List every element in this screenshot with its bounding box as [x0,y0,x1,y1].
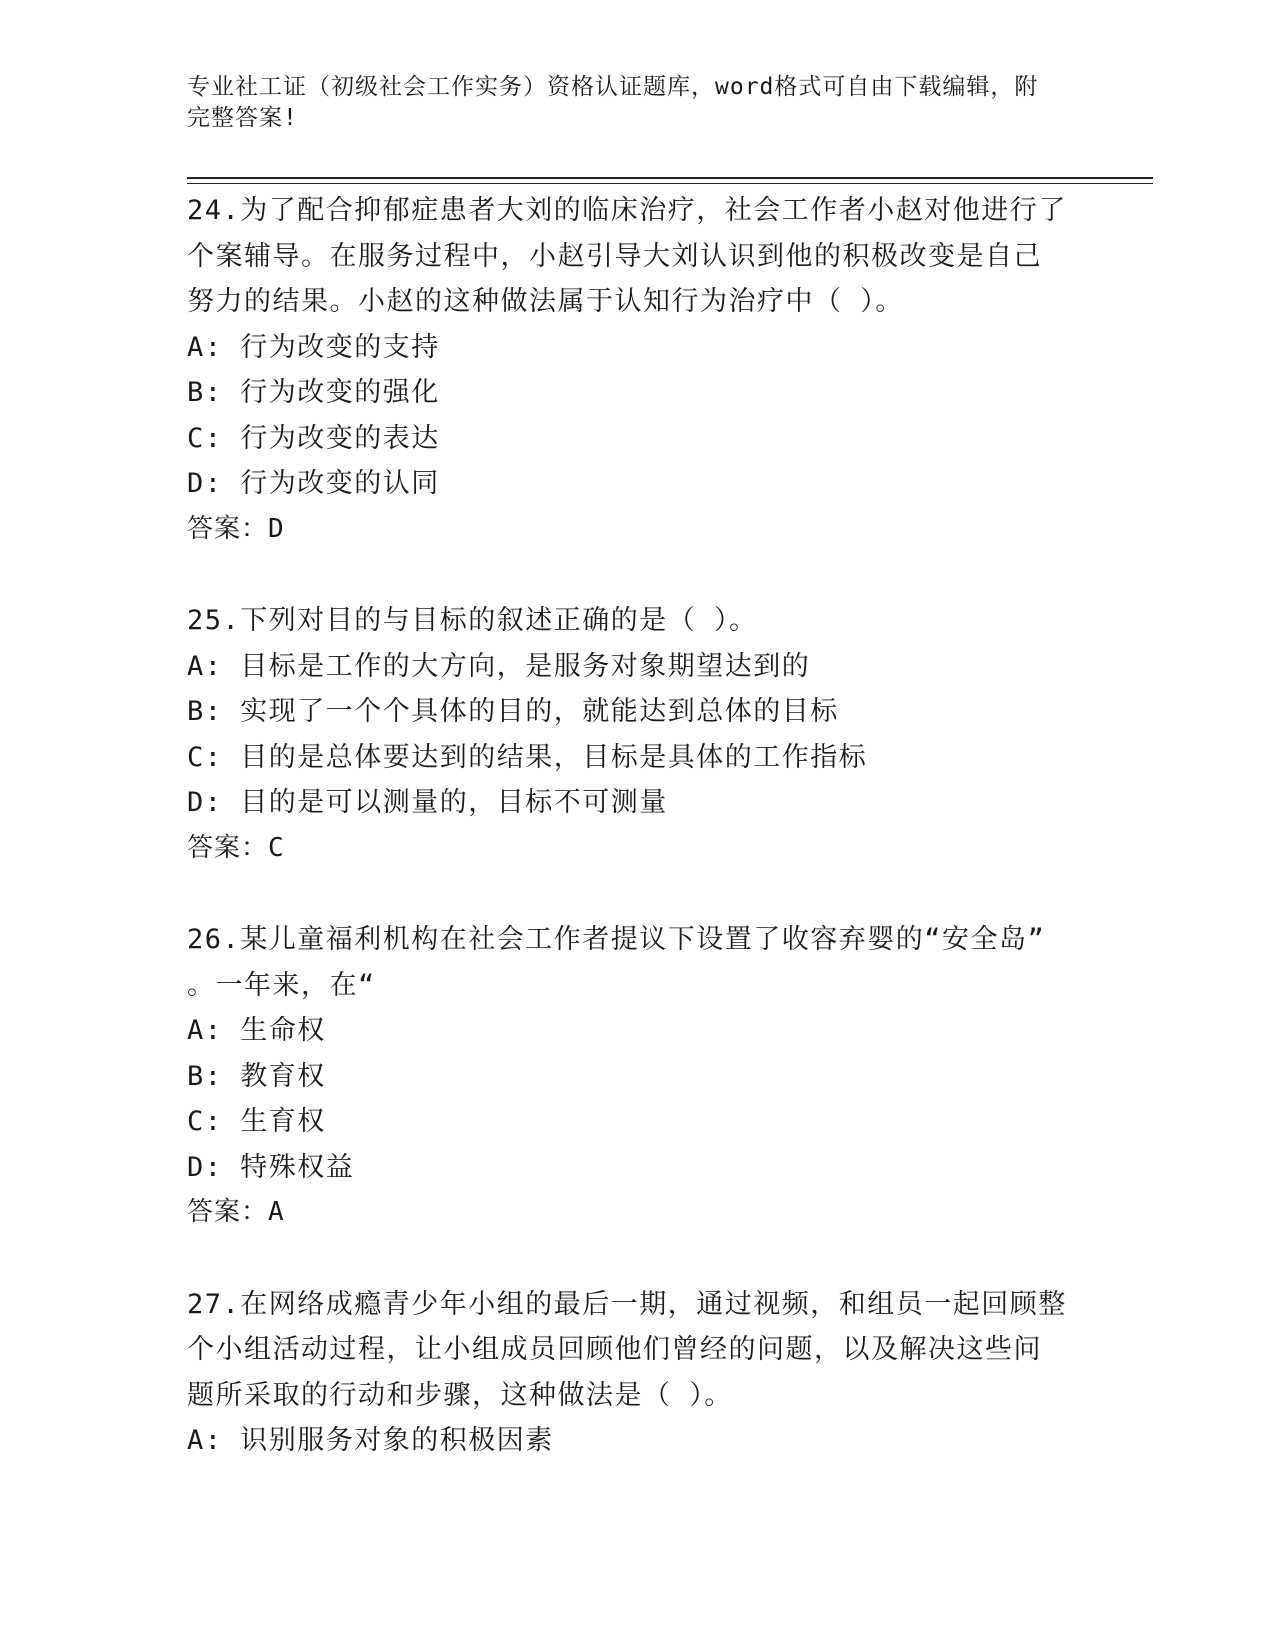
stem-line: 努力的结果。小赵的这种做法属于认知行为治疗中（ ）。 [187,286,904,317]
stem-line: 26.某儿童福利机构在社会工作者提议下设置了收容弃婴的“安全岛” [187,924,1046,955]
stem-line: 24.为了配合抑郁症患者大刘的临床治疗，社会工作者小赵对他进行了 [187,195,1067,226]
option-a: A: 目标是工作的大方向，是服务对象期望达到的 [187,650,811,682]
question-25 [187,598,1087,871]
option-b: B: 行为改变的强化 [187,377,440,408]
stem-line: 。一年来，在“ [187,969,376,1001]
stem-line: 25.下列对目的与目标的叙述正确的是（ ）。 [187,605,758,636]
question-stem [187,917,1087,1008]
option-a: A: 识别服务对象的积极因素 [187,1425,554,1456]
header-line-1: 专业社工证（初级社会工作实务）资格认证题库，word格式可自由下载编辑，附 [187,74,1039,100]
option-d: D: 特殊权益 [187,1151,355,1183]
question-26 [187,917,1087,1236]
stem-line: 个案辅导。在服务过程中，小赵引导大刘认识到他的积极改变是自己 [187,240,1042,272]
option-a: A: 行为改变的支持 [187,331,440,363]
option-b: B: 教育权 [187,1060,326,1092]
stem-line: 个小组活动过程，让小组成员回顾他们曾经的问题，以及解决这些问 [187,1334,1042,1365]
header-line-2: 完整答案! [187,105,298,131]
question-stem [187,1282,1087,1419]
question-24 [187,188,1087,552]
question-stem [187,598,1087,644]
question-stem [187,188,1087,325]
stem-line: 27.在网络成瘾青少年小组的最后一期，通过视频，和组员一起回顾整 [187,1288,1067,1320]
option-b: B: 实现了一个个具体的目的，就能达到总体的目标 [187,696,839,727]
option-d: D: 目的是可以测量的，目标不可测量 [187,787,668,818]
option-c: C: 生育权 [187,1106,326,1137]
option-c: C: 目的是总体要达到的结果，目标是具体的工作指标 [187,741,868,773]
answer-line: 答案：A [187,1197,285,1227]
answer-line: 答案：C [187,832,285,863]
option-d: D: 行为改变的认同 [187,468,440,499]
question-27 [187,1282,1087,1464]
header-rule-thick [187,177,1153,179]
stem-line: 题所采取的行动和步骤，这种做法是（ ）。 [187,1379,733,1411]
option-c: C: 行为改变的表达 [187,422,440,454]
header-rule-thin [187,183,1153,184]
answer-line: 答案：D [187,513,285,544]
question-list [187,188,1087,1510]
option-a: A: 生命权 [187,1015,326,1046]
document-header [187,72,1087,134]
